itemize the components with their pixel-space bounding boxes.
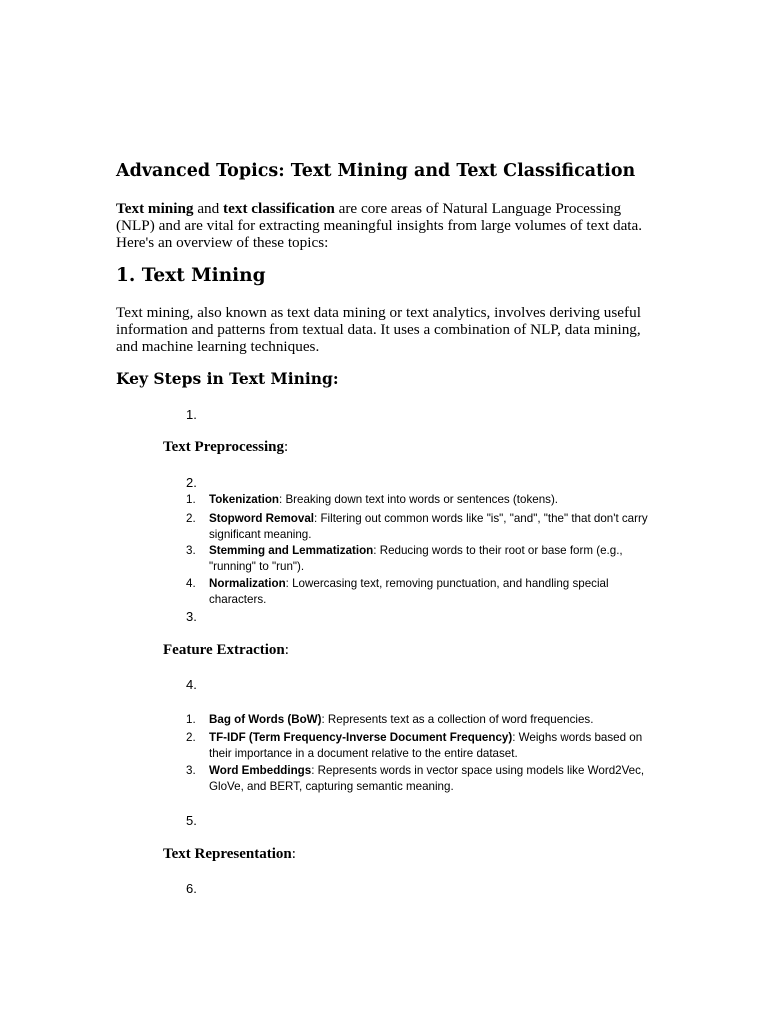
list-item-term: Bag of Words (BoW) [209,713,322,726]
list-item-number: 4. [186,577,196,590]
list-item-desc: : Represents text as a collection of word frequencies. [321,713,594,726]
intro-bold-text-mining: Text mining [116,200,194,217]
list-item-desc: : Filtering out common words like "is", "and", "the" that don't carry significant meaning. [209,512,648,541]
step-label-preprocessing [163,439,288,456]
list-item-number: 3. [186,764,196,777]
step-label-preprocessing-text: Text Preprocessing [163,439,284,455]
list-item-number: 3. [186,544,196,557]
list-item-term: Stopword Removal [209,512,315,525]
list-item-number: 2. [186,512,196,525]
list-item-number: 1. [186,713,196,726]
list-item-term: Word Embeddings [209,764,312,777]
list-item-text [209,712,649,728]
step-label-colon: : [291,846,296,862]
intro-bold-text-classification: text classification [223,200,335,217]
step-label-text-representation [163,846,296,863]
list-item-desc: : Weighs words based on their importance in a document relative to the entire dataset. [209,731,643,760]
intro-paragraph [116,200,656,251]
list-item-desc: : Reducing words to their root or base form (e.g., "running" to "run"). [209,544,623,573]
list-number-3: 3. [186,609,197,624]
list-item-desc: : Breaking down text into words or sentences (tokens). [279,493,559,506]
step-label-representation-text: Text Representation [163,846,292,862]
list-item-text [209,763,649,795]
list-item-term: Normalization [209,577,286,590]
list-item-desc: : Represents words in vector space using models like Word2Vec, GloVe, and BERT, capturing semantic meaning. [209,764,645,793]
list-number-5: 5. [186,813,197,828]
list-item-term: TF-IDF (Term Frequency-Inverse Document Frequency) [209,731,513,744]
intro-rest: are core areas of Natural Language Processing (NLP) and are vital for extracting meaningful insights from large volumes of text data. Here's an overview of these topics: [116,200,643,251]
section-heading-text-mining: 1. Text Mining [116,265,266,286]
list-item-text [209,576,649,608]
step-label-feature-text: Feature Extraction [163,642,285,658]
step-label-colon: : [284,642,289,658]
list-number-2: 2. [186,475,197,490]
list-item-text [209,730,649,762]
subheading-key-steps: Key Steps in Text Mining: [116,369,339,388]
list-number-6: 6. [186,881,197,896]
list-item-number: 1. [186,493,196,506]
list-item-term: Tokenization [209,493,279,506]
list-item-desc: : Lowercasing text, removing punctuation, and handling special characters. [209,577,609,606]
list-item-text [209,543,649,575]
step-label-colon: : [283,439,289,455]
list-item-text [209,511,649,543]
step-label-feature-extraction [163,642,289,659]
list-number-4: 4. [186,677,197,692]
list-item-text [209,492,649,508]
document-title: Advanced Topics: Text Mining and Text Classification [116,161,636,181]
list-item-term: Stemming and Lemmatization [209,544,374,557]
section-body-text-mining: Text mining, also known as text data mining or text analytics, involves deriving useful information and patterns from textual data. It uses a combination of NLP, data mining, and machine learning techniques. [116,304,641,355]
intro-connector: and [193,200,224,217]
list-item-number: 2. [186,731,196,744]
list-number-1: 1. [186,407,197,422]
